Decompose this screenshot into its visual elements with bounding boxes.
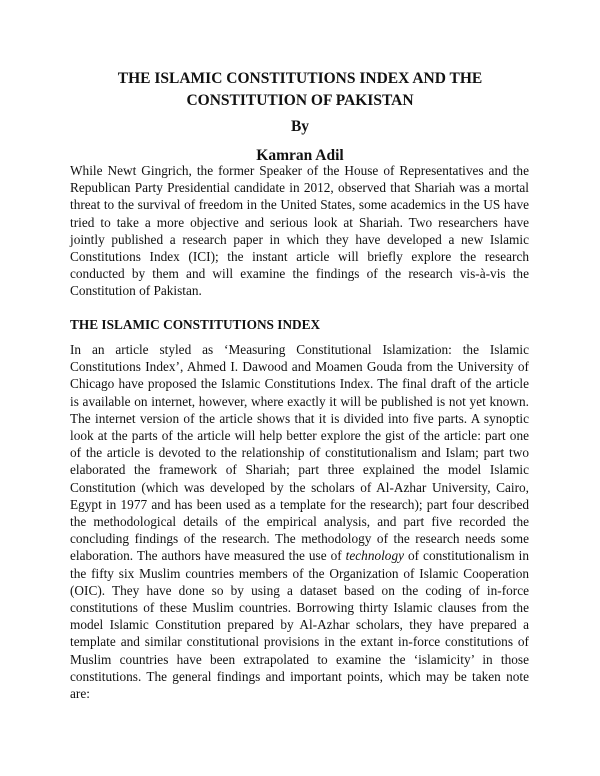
body-text-part1: In an article styled as ‘Measuring Constitutional Islamization: the Islamic Constitutions Index’, Ahmed I. Dawood and Moamen Gouda from the University of Chicago have proposed the Islamic Constitutions Index. The final draft of the article is available on internet, however, where exactly it will be published is not yet known. The internet version of the article shows that it is divided into five parts. A synoptic look at the parts of the article will help better explore the gist of the article: part one of the article is devoted to the relationship of constitutionalism and Islam; part two elaborated the framework of Shariah; part three explained the model Islamic Constitution (which was developed by the scholars of Al-Azhar University, Cairo, Egypt in 1977 and has been used as a template for the research); part four described the methodological details of the empirical analysis, and part five recorded the concluding findings of the research. The methodology of the research needs some elaboration. The authors have measured the use of	[70, 342, 529, 564]
article-title: THE ISLAMIC CONSTITUTIONS INDEX AND THE CONSTITUTION OF PAKISTAN	[117, 70, 483, 109]
byline-label: By	[290, 118, 310, 135]
body-text-part2: of constitutionalism in the fifty six Muslim countries members of the Organization of Islamic Cooperation (OIC). They have done so by using a dataset based on the coding of in-force constitutions of these Muslim countries. Borrowing thirty Islamic clauses from the model Islamic Constitution prepared by Al-Azhar scholars, they have prepared a template and similar constitutional provisions in the extant in-force constitutions of Muslim countries have been extrapolated to examine the ‘islamicity’ in those constitutions. The general findings and important points, which may be taken note are:	[70, 548, 529, 702]
body-paragraph	[70, 341, 529, 702]
section-heading: THE ISLAMIC CONSTITUTIONS INDEX	[70, 317, 321, 332]
intro-paragraph: While Newt Gingrich, the former Speaker of the House of Representatives and the Republican Party Presidential candidate in 2012, observed that Shariah was a mortal threat to the survival of freedom in the United States, some academics in the US have tried to take a more objective and serious look at Shariah. Two researchers have jointly published a research paper in which they have developed a new Islamic Constitutions Index (ICI); the instant article will briefly explore the research conducted by them and will examine the findings of the research vis-à-vis the Constitution of Pakistan.	[70, 163, 529, 299]
body-emphasis: technology	[345, 548, 405, 564]
author-name: Kamran Adil	[256, 147, 344, 164]
